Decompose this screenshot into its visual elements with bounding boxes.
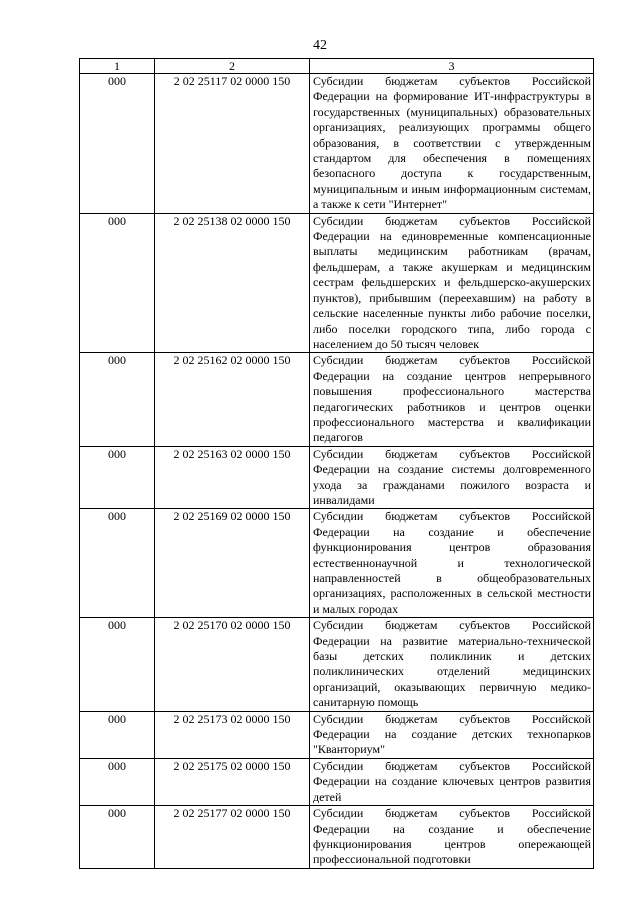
budget-code-cell: 2 02 25170 02 0000 150 [155,618,310,711]
table-row [80,446,594,509]
admin-code-cell: 000 [80,446,155,509]
budget-code-cell: 2 02 25177 02 0000 150 [155,806,310,869]
admin-code-cell: 000 [80,213,155,353]
description-cell: Субсидии бюджетам субъектов Российской Федерации на создание системы долговременного ухода за гражданами пожилого возраста и инвалидами [310,446,594,509]
table-row [80,711,594,758]
budget-code-cell: 2 02 25162 02 0000 150 [155,353,310,446]
admin-code-cell: 000 [80,758,155,805]
budget-code-cell: 2 02 25173 02 0000 150 [155,711,310,758]
admin-code-cell: 000 [80,74,155,214]
description-cell: Субсидии бюджетам субъектов Российской Федерации на развитие материально-технической базы детских поликлиник и детских поликлинических отделений медицинских организаций, оказывающих первичную медико-санитарную помощь [310,618,594,711]
column-header-2: 2 [155,59,310,74]
table-header-row [80,59,594,74]
admin-code-cell: 000 [80,509,155,618]
admin-code-cell: 000 [80,618,155,711]
table-row [80,213,594,353]
description-cell: Субсидии бюджетам субъектов Российской Федерации на создание и обеспечение функционирования центров образования естественнонаучной и технологической направленностей в общеобразовательных организациях, расположенных в сельской местности и малых городах [310,509,594,618]
table-row [80,353,594,446]
admin-code-cell: 000 [80,711,155,758]
admin-code-cell: 000 [80,806,155,869]
budget-code-cell: 2 02 25175 02 0000 150 [155,758,310,805]
description-cell: Субсидии бюджетам субъектов Российской Федерации на создание и обеспечение функционирования центров опережающей профессиональной подготовки [310,806,594,869]
page-number: 42 [313,38,327,53]
description-cell: Субсидии бюджетам субъектов Российской Федерации на формирование ИТ-инфраструктуры в государственных (муниципальных) образовательных организациях, реализующих программы общего образования, в соответствии с утвержденным стандартом для обеспечения в помещениях безопасного доступа к государственным, муниципальным и иным информационным системам, а также к сети "Интернет" [310,74,594,214]
description-cell: Субсидии бюджетам субъектов Российской Федерации на создание ключевых центров развития детей [310,758,594,805]
table-row [80,618,594,711]
table-row [80,806,594,869]
budget-codes-table [79,58,594,869]
admin-code-cell: 000 [80,353,155,446]
budget-code-cell: 2 02 25138 02 0000 150 [155,213,310,353]
budget-code-cell: 2 02 25169 02 0000 150 [155,509,310,618]
column-header-1: 1 [80,59,155,74]
table-row [80,74,594,214]
budget-code-cell: 2 02 25117 02 0000 150 [155,74,310,214]
table-row [80,758,594,805]
column-header-3: 3 [310,59,594,74]
table-row [80,509,594,618]
description-cell: Субсидии бюджетам субъектов Российской Федерации на создание детских технопарков "Кванториум" [310,711,594,758]
description-cell: Субсидии бюджетам субъектов Российской Федерации на единовременные компенсационные выплаты медицинским работникам (врачам, фельдшерам, а также акушеркам и медицинским сестрам фельдшерских и фельдшерско-акушерских пунктов), прибывшим (переехавшим) на работу в сельские населенные пункты либо рабочие поселки, либо поселки городского типа, либо города с населением до 50 тысяч человек [310,213,594,353]
description-cell: Субсидии бюджетам субъектов Российской Федерации на создание центров непрерывного повышения профессионального мастерства педагогических работников и центров оценки профессионального мастерства и квалификации педагогов [310,353,594,446]
budget-code-cell: 2 02 25163 02 0000 150 [155,446,310,509]
